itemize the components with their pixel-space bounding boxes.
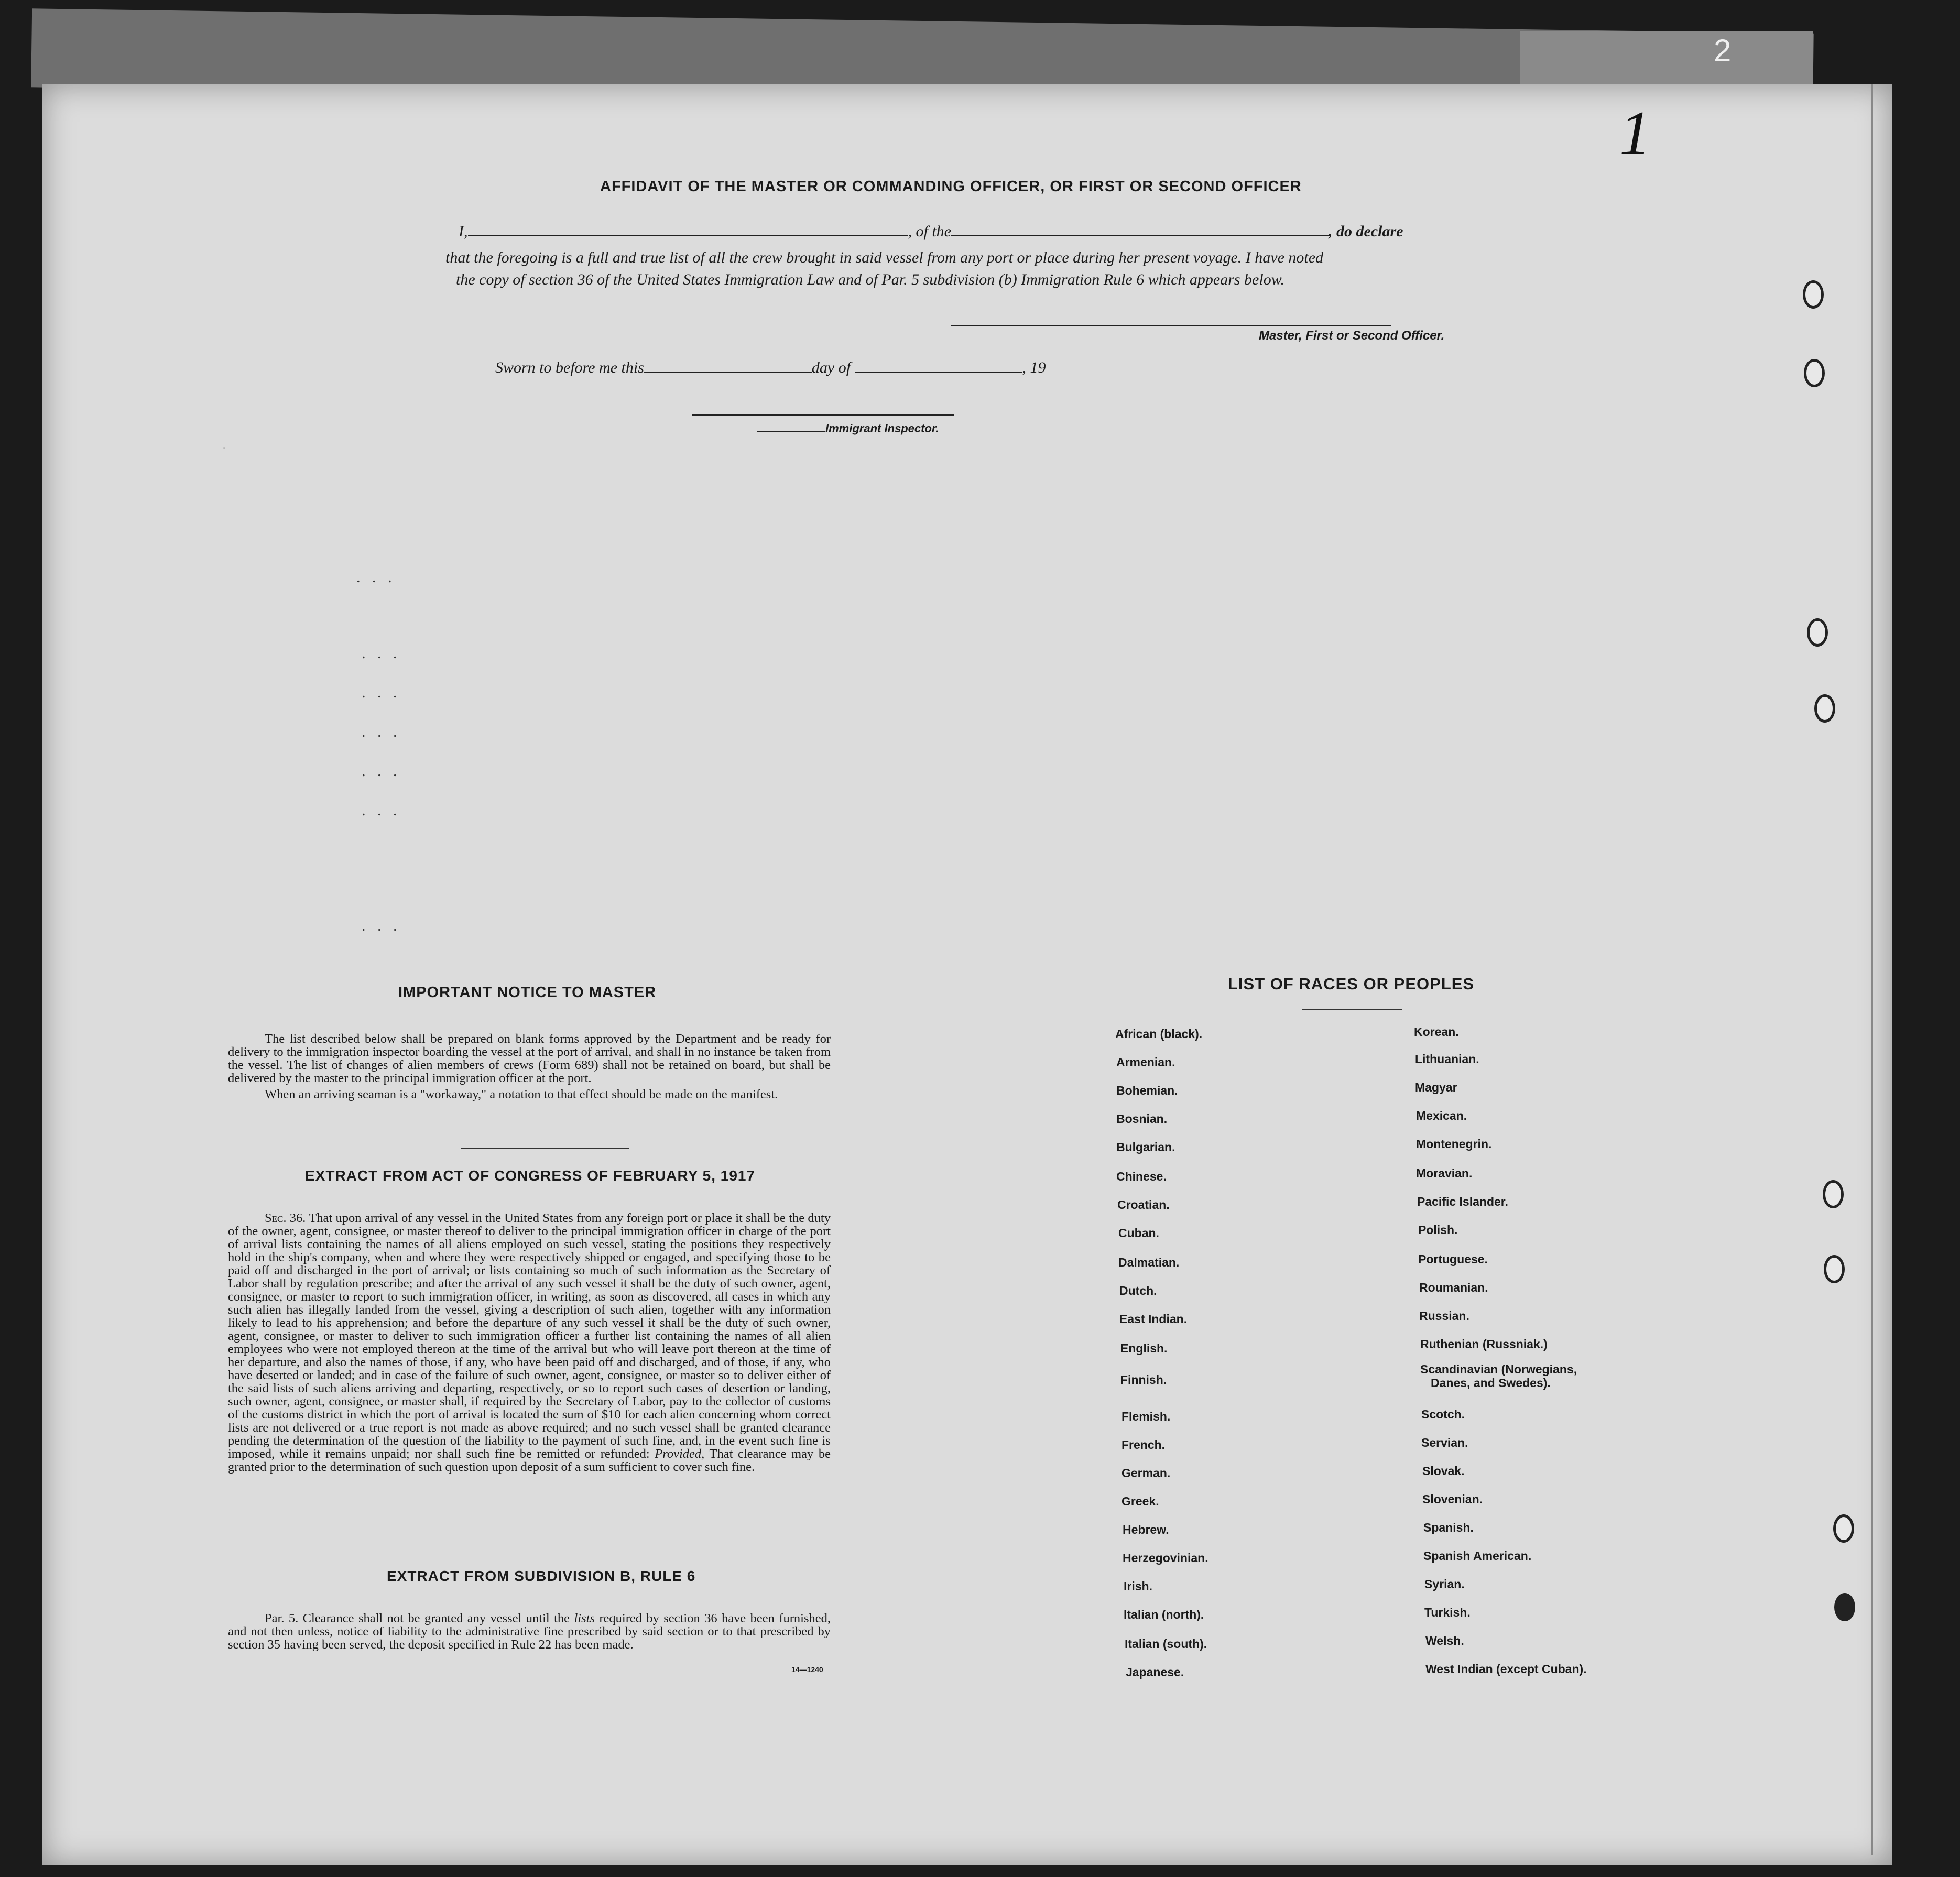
- master-name-blank[interactable]: [468, 224, 908, 236]
- race-item: Roumanian.: [1419, 1281, 1488, 1294]
- sec-36-text-end: That clearance may be granted prior to the determination of such question upon deposit of a sum sufficient to cover such fine.: [228, 1447, 831, 1474]
- rule-extract-body: [228, 1612, 831, 1651]
- race-item: Chinese.: [1116, 1170, 1167, 1183]
- bleed-dots: . . .: [362, 684, 397, 701]
- race-item: Mexican.: [1416, 1109, 1467, 1122]
- sworn-month-blank[interactable]: [855, 360, 1022, 373]
- binder-hole: [1804, 359, 1825, 387]
- race-item: Polish.: [1418, 1223, 1458, 1237]
- race-item: Cuban.: [1118, 1226, 1159, 1240]
- manifest-page: [42, 84, 1892, 1865]
- race-item: Montenegrin.: [1416, 1137, 1492, 1151]
- race-item: Bohemian.: [1116, 1084, 1178, 1097]
- page-number: 1: [1619, 98, 1651, 168]
- race-item: Italian (south).: [1125, 1637, 1207, 1651]
- race-item: Portuguese.: [1418, 1252, 1488, 1266]
- affidavit-declare-label: , do declare: [1329, 223, 1403, 240]
- race-item: Bosnian.: [1116, 1112, 1168, 1126]
- notice-body: [228, 1032, 831, 1101]
- race-item: Moravian.: [1416, 1166, 1473, 1180]
- act-extract-title: EXTRACT FROM ACT OF CONGRESS OF FEBRUARY 5, 1917: [305, 1167, 756, 1184]
- binder-hole: [1803, 280, 1824, 309]
- sworn-year-label: , 19: [1022, 359, 1046, 376]
- rule-extract-title: EXTRACT FROM SUBDIVISION B, RULE 6: [387, 1568, 696, 1584]
- race-item: German.: [1121, 1466, 1171, 1480]
- provided-label: Provided,: [655, 1447, 705, 1461]
- binder-hole: [1824, 1255, 1845, 1283]
- binder-hole: [1814, 694, 1835, 723]
- notice-paragraph-2: When an arriving seaman is a "workaway," a notation to that effect should be made on the manifest.: [265, 1087, 778, 1101]
- affidavit-line-2: that the foregoing is a full and true list of all the crew brought in said vessel from any port or place during her present voyage. I have noted: [445, 249, 1324, 266]
- inspector-line: [757, 422, 939, 435]
- affidavit-title: AFFIDAVIT OF THE MASTER OR COMMANDING OFFICER, OR FIRST OR SECOND OFFICER: [600, 178, 1302, 195]
- page-edge-line: [1871, 84, 1873, 1855]
- bleed-dots: . . .: [362, 917, 397, 934]
- race-item: Japanese.: [1126, 1665, 1184, 1679]
- sec-36-text: That upon arrival of any vessel in the United States from any foreign port or place it shall be the duty of the owner, agent, consignee, or master thereof to deliver to the principal immigration officer in charge of the port of arrival lists containing the names of all aliens employed on such vessel, stating the positions they respectively hold in the ship's company, when and where they were respectively shipped or engaged, and specifying those to be paid off and discharged in the port of arrival; or lists containing so much of such information as the Secretary of Labor shall by regulation prescribe; and after the arrival of any such vessel it shall be the duty of such owner, agent, consignee, or master to report to such immigration officer, in writing, as soon as discovered, all cases in which any such alien has illegally landed from the vessel, giving a description of such alien, together with any information likely to lead to his apprehension; and before the departure of any such vessel it shall be the duty of such owner, agent, consignee, or master to deliver to such immigration officer a further list containing the names of all alien employees who were not employed thereon at the time of the arrival but who will leave port thereon at the time of her departure, and also the names of those, if any, who have been paid off and discharged, and of those, if any, who have deserted or landed; and in case of the failure of such owner, agent, consignee, or master so to deliver either of the said lists of such aliens arriving and departing, respectively, or so to report such cases of desertion or landing, such owner, agent, consignee, or master shall, if required by the Secretary of Labor, pay to the collector of customs of the customs district in which the port of arrival is located the sum of $10 for each alien concerning whom correct lists are not delivered or a true report is not made as above required; and no such vessel shall be granted clearance pending the determination of the question of the liability to the payment of such fine, and, in the event such fine is imposed, while it remains unpaid; nor shall such fine be remitted or refunded:: [228, 1211, 831, 1461]
- race-item: Dutch.: [1119, 1284, 1157, 1297]
- race-item: Lithuanian.: [1415, 1052, 1479, 1066]
- notice-paragraph-1: The list described below shall be prepared on blank forms approved by the Department and be ready for delivery to the immigration inspector boarding the vessel at the port of arrival, and shall in no instance be taken from the vessel. The list of changes of alien members of crews (Form 689) shall not be retained on board, but shall be delivered by the master to the principal immigration officer at the port.: [228, 1032, 831, 1085]
- race-item: Slovak.: [1422, 1464, 1465, 1478]
- bleed-dots: . . .: [362, 802, 397, 819]
- race-item: Russian.: [1419, 1309, 1469, 1323]
- bleed-dots: . . .: [356, 569, 392, 586]
- race-item: Pacific Islander.: [1417, 1195, 1508, 1208]
- race-item: Bulgarian.: [1116, 1140, 1175, 1154]
- bleed-dots: . . .: [362, 723, 397, 740]
- race-item: Armenian.: [1116, 1055, 1175, 1069]
- races-title-rule: [1302, 1009, 1402, 1010]
- race-item: Danes, and Swedes).: [1431, 1376, 1551, 1390]
- race-item: Korean.: [1414, 1025, 1459, 1039]
- race-item: West Indian (except Cuban).: [1425, 1662, 1587, 1676]
- sec-36-label: Sec. 36.: [265, 1211, 306, 1225]
- race-item: Flemish.: [1121, 1410, 1171, 1423]
- rule-text-a: Par. 5. Clearance shall not be granted any vessel until the: [265, 1611, 570, 1625]
- affidavit-of-the-label: , of the: [908, 223, 951, 240]
- notice-title: IMPORTANT NOTICE TO MASTER: [398, 984, 657, 1001]
- master-signature-caption: Master, First or Second Officer.: [1259, 329, 1445, 343]
- sworn-day-label: day of: [811, 359, 851, 376]
- act-extract-body: [228, 1212, 831, 1474]
- binder-hole: [1823, 1180, 1844, 1208]
- race-item: Magyar: [1415, 1081, 1457, 1094]
- corner-number: 2: [1714, 33, 1732, 68]
- race-item: Greek.: [1121, 1494, 1159, 1508]
- race-item: Welsh.: [1425, 1634, 1464, 1647]
- race-item: Scandinavian (Norwegians,: [1420, 1362, 1577, 1376]
- master-signature-line[interactable]: [951, 325, 1391, 326]
- binder-hole: [1834, 1593, 1855, 1621]
- divider: [461, 1148, 629, 1149]
- inspector-signature-line[interactable]: [692, 414, 954, 416]
- race-item: Syrian.: [1424, 1577, 1465, 1591]
- race-item: Italian (north).: [1124, 1608, 1204, 1621]
- inspector-blank[interactable]: [757, 425, 825, 432]
- sworn-line: [495, 359, 1046, 377]
- race-item: Slovenian.: [1422, 1492, 1483, 1506]
- race-item: French.: [1121, 1438, 1166, 1452]
- race-item: Irish.: [1124, 1579, 1152, 1593]
- race-item: English.: [1120, 1341, 1168, 1355]
- race-item: Herzegovinian.: [1123, 1551, 1208, 1565]
- race-item: Spanish American.: [1423, 1549, 1532, 1563]
- race-item: East Indian.: [1119, 1312, 1188, 1326]
- bleed-dots: . . .: [362, 645, 397, 662]
- affidavit-line-1: [459, 223, 1403, 241]
- sworn-day-blank[interactable]: [644, 360, 812, 373]
- race-item: Scotch.: [1421, 1407, 1465, 1421]
- race-item: Ruthenian (Russniak.): [1420, 1337, 1548, 1351]
- inspector-caption: Immigrant Inspector.: [825, 422, 939, 435]
- races-title: LIST OF RACES OR PEOPLES: [1228, 975, 1475, 993]
- binder-hole: [1833, 1514, 1854, 1543]
- affidavit-line-3: the copy of section 36 of the United States Immigration Law and of Par. 5 subdivision (b) Immigration Rule 6 which appears below.: [456, 271, 1284, 288]
- vessel-name-blank[interactable]: [951, 224, 1329, 236]
- affidavit-i-label: I,: [459, 223, 468, 240]
- form-code: 14—1240: [791, 1665, 823, 1674]
- race-item: Dalmatian.: [1118, 1256, 1180, 1269]
- race-item: Spanish.: [1423, 1521, 1474, 1534]
- race-item: African (black).: [1115, 1027, 1203, 1041]
- bleed-dots: . . .: [362, 762, 397, 780]
- rule-lists-word: lists: [574, 1611, 595, 1625]
- race-item: Finnish.: [1120, 1373, 1167, 1387]
- bleed-through-text: .: [220, 438, 964, 453]
- sworn-label: Sworn to before me this: [495, 359, 644, 376]
- binder-hole: [1807, 618, 1828, 647]
- rule-text-b: required by section 36 have been furnished, and not then unless, notice of liability to the administrative fine prescribed by said section or to that prescribed by section 35 having been served, the deposit specified in Rule 22 has been made.: [228, 1611, 831, 1652]
- race-item: Croatian.: [1117, 1198, 1170, 1212]
- race-item: Hebrew.: [1123, 1523, 1169, 1536]
- race-item: Servian.: [1421, 1436, 1468, 1449]
- race-item: Turkish.: [1424, 1606, 1471, 1619]
